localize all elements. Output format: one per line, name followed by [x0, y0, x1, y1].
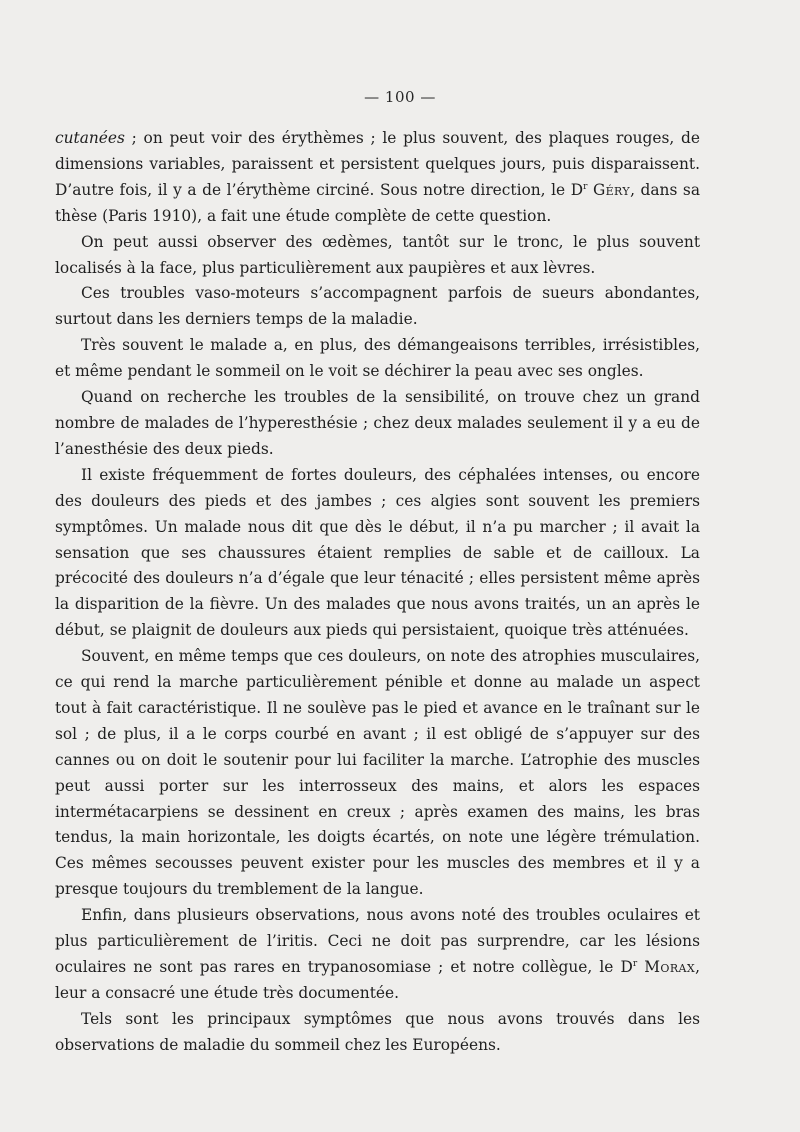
paragraph-oedemes: On peut aussi observer des œdèmes, tantôt sur le tronc, le plus souvent localisés à la face, plus particulièrement aux paupières et aux lèvres.: [55, 232, 700, 277]
paragraph-cutanees: [55, 126, 700, 230]
italic-lead-word: cutanées: [55, 129, 125, 147]
paragraph-douleurs: Il existe fréquemment de fortes douleurs, des céphalées intenses, ou encore des douleurs des pieds et des jambes ; ces algies sont souvent les premiers symptômes. Un malade nous dit que dès le début, il n’a pu marcher ; il avait la sensation que ses chaussures étaient remplies de sable et de cailloux. La précocité des douleurs n’a d’égale que leur ténacité ; elles persistent même après la disparition de la fièvre. Un des malades que nous avons traités, un an après le début, se plaignit de douleurs aux pieds qui persistaient, quoique très atténuées.: [55, 465, 700, 640]
paragraph-atrophies: Souvent, en même temps que ces douleurs, on note des atrophies musculaires, ce qui rend la marche particulièrement pénible et donne au malade un aspect tout à fait caractéristique. Il ne soulève pas le pied et avance en le traînant sur le sol ; de plus, il a le corps courbé en avant ; il est obligé de s’appuyer sur des cannes ou on doit le soutenir pour lui faciliter la marche. L’atrophie des muscles peut aussi porter sur les interrosseux des mains, et alors les espaces intermétacarpiens se dessinent en creux ; après examen des mains, les bras tendus, la main horizontale, les doigts écartés, on note une légère trémulation. Ces mêmes secousses peuvent exister pour les muscles des membres et il y a presque toujours du tremblement de la langue.: [55, 647, 700, 899]
paragraph-text: , leur a consacré une étude très documentée.: [55, 958, 700, 1002]
superscript: r: [583, 181, 588, 192]
paragraph-demangeaisons: Très souvent le malade a, en plus, des démangeaisons terribles, irrésistibles, et même pendant le sommeil on le voit se déchirer la peau avec ses ongles.: [55, 336, 700, 381]
page-number: — 100 —: [364, 88, 436, 106]
paragraph-text: , dans sa thèse (Paris 1910), a fait une étude complète de cette question.: [55, 180, 700, 225]
author-name-morax: Morax: [644, 958, 696, 976]
body-text: [55, 126, 700, 1059]
author-name-gery: Géry: [592, 180, 631, 199]
paragraph-text: ; on peut voir des érythèmes ; le plus souvent, des plaques rouges, de dimensions variables, paraissent et persistent quelques jours, puis disparaissent. D’autre fois, il y a de l’érythème circiné. Sous notre direction, le D: [55, 129, 700, 199]
paragraph-oculaires: [55, 903, 700, 1007]
superscript: r: [632, 958, 638, 969]
paragraph-vaso-moteurs: Ces troubles vaso-moteurs s’accompagnent parfois de sueurs abondantes, surtout dans les derniers temps de la maladie.: [55, 284, 700, 329]
paragraph-conclusion: Tels sont les principaux symptômes que nous avons trouvés dans les observations de maladie du sommeil chez les Européens.: [55, 1009, 700, 1054]
paragraph-text: Enfin, dans plusieurs observations, nous avons noté des troubles oculaires et plus particulièrement de l’iritis. Ceci ne doit pas surprendre, car les lésions oculaires ne sont pas rares en trypanosomiase ; et notre collègue, le D: [55, 906, 700, 976]
paragraph-sensibilite: Quand on recherche les troubles de la sensibilité, on trouve chez un grand nombre de malades de l’hyperesthésie ; chez deux malades seulement il y a eu de l’anesthésie des deux pieds.: [55, 388, 700, 458]
